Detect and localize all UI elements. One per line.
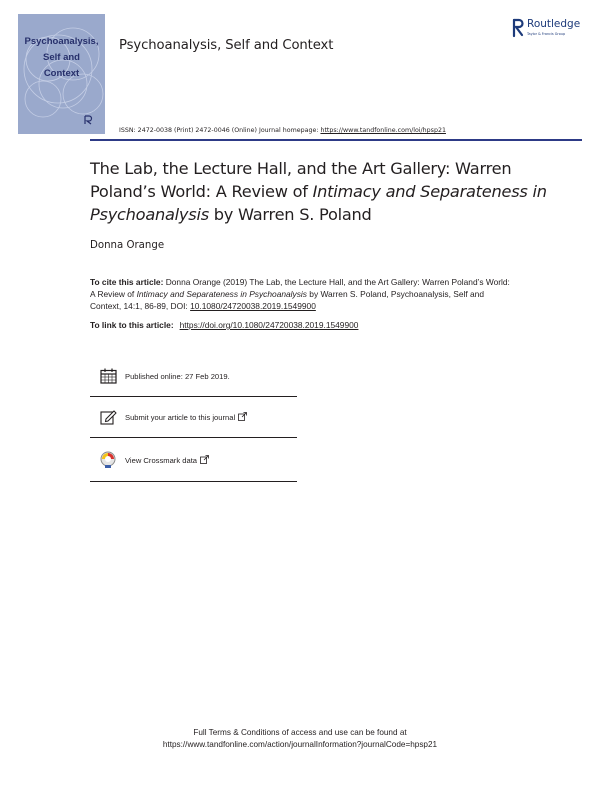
routledge-mark-icon [512,18,524,40]
journal-cover [18,14,105,134]
submit-article-row[interactable] [98,407,247,427]
article-title [90,157,580,226]
issn-line [119,127,446,134]
cover-title-line1: Psychoanalysis, [24,36,99,47]
published-online-row [98,366,230,386]
publisher-name: Routledge [527,18,581,30]
cover-publisher-logo [83,115,95,125]
cover-title-line2: Self and [43,52,80,63]
header-divider [90,139,582,141]
citation-doi-link[interactable]: 10.1080/24720038.2019.1549900 [190,301,316,311]
crossmark-row[interactable] [98,450,209,470]
article-title-part2: by Warren S. Poland [208,205,372,224]
cover-title-line3: Context [43,68,80,79]
action-divider-1 [90,396,297,397]
citation-block [90,276,510,312]
journal-homepage-link[interactable]: https://www.tandfonline.com/loi/hpsp21 [320,127,446,134]
citation-text1: Donna Orange (2019) The Lab, the Lecture Hall, and the Art Gallery: Warren Poland’s World: A Review of [90,277,510,299]
citation-italic: Intimacy and Separateness in Psychoanalysis [136,289,307,299]
submit-article-link[interactable]: Submit your article to this journal [125,412,236,422]
article-link-label: To link to this article: [90,320,174,330]
article-author[interactable]: Donna Orange [90,240,165,251]
calendar-icon [98,367,118,385]
edit-icon [98,408,118,426]
publisher-logo[interactable] [512,18,588,40]
article-link-url[interactable]: https://doi.org/10.1080/24720038.2019.1549900 [179,320,359,330]
article-title-italic: Intimacy and Separateness in Psychoanalysis [90,182,547,224]
citation-label: To cite this article: [90,277,164,287]
cover-title [18,34,105,82]
footer-terms-text: Full Terms & Conditions of access and use can be found at [193,728,407,737]
article-title-part1: The Lab, the Lecture Hall, and the Art Gallery: Warren Poland’s World: A Review of [90,159,512,201]
footer-terms-link[interactable]: https://www.tandfonline.com/action/journalInformation?journalCode=hpsp21 [162,740,438,749]
crossmark-link[interactable]: View Crossmark data [125,455,198,465]
publisher-tagline: Taylor & Francis Group [527,32,566,36]
journal-name[interactable]: Psychoanalysis, Self and Context [119,38,334,53]
action-divider-2 [90,437,297,438]
published-online-text: Published online: 27 Feb 2019. [125,371,230,381]
crossmark-icon [98,451,118,469]
action-divider-3 [90,481,297,482]
article-link-line [90,320,358,330]
citation-text2: by Warren S. Poland, Psychoanalysis, Self and Context, 14:1, 86-89, DOI: [90,289,485,311]
external-link-icon [200,455,209,466]
external-link-icon [238,412,247,423]
issn-text: ISSN: 2472-0038 (Print) 2472-0046 (Online) Journal homepage: [119,127,321,134]
